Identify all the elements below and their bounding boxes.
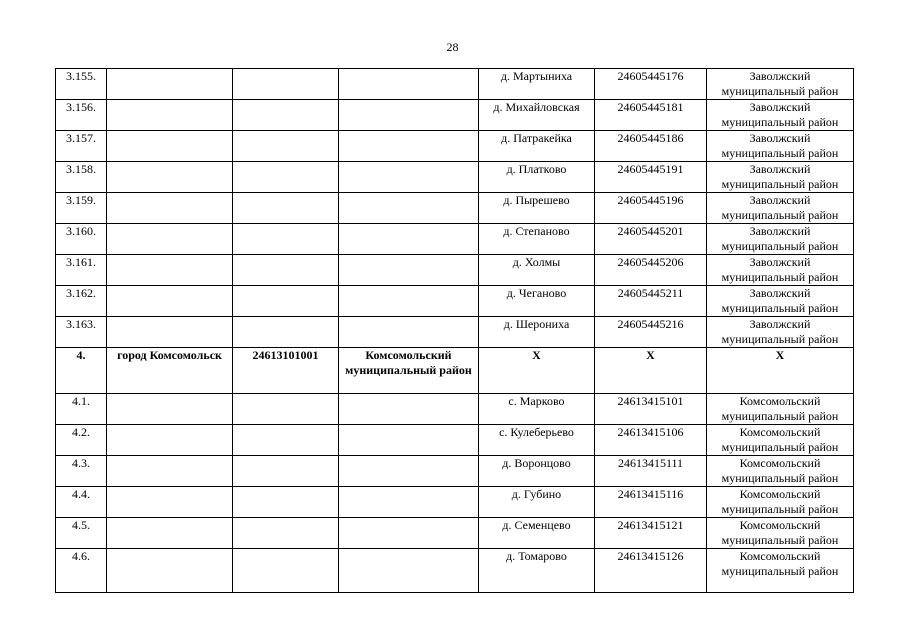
table-row (56, 348, 854, 394)
city-name-cell (107, 162, 233, 193)
settlement-code-cell: 24605445196 (595, 193, 707, 224)
city-code-cell (233, 487, 339, 518)
city-name-cell (107, 286, 233, 317)
city-code-cell (233, 286, 339, 317)
city-code-cell (233, 394, 339, 425)
city-name-cell (107, 487, 233, 518)
settlement-code-cell: 24605445216 (595, 317, 707, 348)
district-name-cell: Комсомольский муниципальный район (707, 425, 854, 456)
row-number-cell: 4. (56, 348, 107, 394)
settlement-code-cell: 24613415106 (595, 425, 707, 456)
table-row (56, 131, 854, 162)
city-name-cell: город Комсомольск (107, 348, 233, 394)
settlement-name-cell: д. Патракейка (479, 131, 595, 162)
row-number-cell: 4.4. (56, 487, 107, 518)
city-name-cell (107, 69, 233, 100)
city-name-cell (107, 193, 233, 224)
settlement-name-cell: с. Марково (479, 394, 595, 425)
city-name-cell (107, 549, 233, 593)
district-name-cell: Заволжский муниципальный район (707, 286, 854, 317)
table-row (56, 255, 854, 286)
table-row (56, 425, 854, 456)
city-code-cell (233, 69, 339, 100)
row-number-cell: 3.157. (56, 131, 107, 162)
city-district-cell (339, 255, 479, 286)
city-name-cell (107, 394, 233, 425)
settlement-code-cell: 24605445176 (595, 69, 707, 100)
settlement-name-cell: д. Губино (479, 487, 595, 518)
city-district-cell (339, 549, 479, 593)
district-name-cell: Заволжский муниципальный район (707, 255, 854, 286)
city-district-cell (339, 162, 479, 193)
table-row (56, 162, 854, 193)
table-row (56, 69, 854, 100)
table-row (56, 193, 854, 224)
settlements-table (55, 68, 854, 593)
settlement-name-cell: д. Воронцово (479, 456, 595, 487)
city-name-cell (107, 456, 233, 487)
row-number-cell: 3.161. (56, 255, 107, 286)
city-code-cell (233, 549, 339, 593)
settlement-code-cell: 24605445211 (595, 286, 707, 317)
row-number-cell: 4.3. (56, 456, 107, 487)
city-district-cell (339, 100, 479, 131)
district-name-cell: Заволжский муниципальный район (707, 69, 854, 100)
settlement-name-cell: с. Кулеберьево (479, 425, 595, 456)
row-number-cell: 3.163. (56, 317, 107, 348)
page-number: 28 (446, 40, 459, 54)
city-code-cell (233, 518, 339, 549)
settlement-code-cell: 24605445206 (595, 255, 707, 286)
table-row (56, 518, 854, 549)
district-name-cell: Х (707, 348, 854, 394)
city-code-cell (233, 255, 339, 286)
table-row (56, 549, 854, 593)
city-district-cell (339, 456, 479, 487)
table-row (56, 394, 854, 425)
city-name-cell (107, 100, 233, 131)
settlement-name-cell: д. Холмы (479, 255, 595, 286)
district-name-cell: Комсомольский муниципальный район (707, 394, 854, 425)
settlement-name-cell: Х (479, 348, 595, 394)
city-district-cell (339, 425, 479, 456)
city-name-cell (107, 255, 233, 286)
row-number-cell: 3.156. (56, 100, 107, 131)
settlement-code-cell: 24605445201 (595, 224, 707, 255)
settlement-name-cell: д. Михайловская (479, 100, 595, 131)
city-district-cell (339, 317, 479, 348)
city-district-cell (339, 487, 479, 518)
city-district-cell (339, 394, 479, 425)
district-name-cell: Комсомольский муниципальный район (707, 518, 854, 549)
city-code-cell (233, 131, 339, 162)
settlement-name-cell: д. Семенцево (479, 518, 595, 549)
settlement-code-cell: 24613415126 (595, 549, 707, 593)
table-row (56, 100, 854, 131)
row-number-cell: 3.160. (56, 224, 107, 255)
city-name-cell (107, 131, 233, 162)
settlement-name-cell: д. Платково (479, 162, 595, 193)
city-name-cell (107, 425, 233, 456)
city-name-cell (107, 518, 233, 549)
row-number-cell: 4.1. (56, 394, 107, 425)
row-number-cell: 3.159. (56, 193, 107, 224)
city-code-cell: 24613101001 (233, 348, 339, 394)
city-code-cell (233, 224, 339, 255)
row-number-cell: 3.155. (56, 69, 107, 100)
district-name-cell: Комсомольский муниципальный район (707, 456, 854, 487)
district-name-cell: Комсомольский муниципальный район (707, 549, 854, 593)
table-row (56, 317, 854, 348)
city-code-cell (233, 162, 339, 193)
district-name-cell: Комсомольский муниципальный район (707, 487, 854, 518)
city-name-cell (107, 317, 233, 348)
settlement-code-cell: 24613415116 (595, 487, 707, 518)
district-name-cell: Заволжский муниципальный район (707, 162, 854, 193)
city-code-cell (233, 317, 339, 348)
district-name-cell: Заволжский муниципальный район (707, 193, 854, 224)
settlement-name-cell: д. Мартыниха (479, 69, 595, 100)
district-name-cell: Заволжский муниципальный район (707, 317, 854, 348)
table-row (56, 224, 854, 255)
row-number-cell: 4.5. (56, 518, 107, 549)
settlement-name-cell: д. Шерониха (479, 317, 595, 348)
settlement-name-cell: д. Пырешево (479, 193, 595, 224)
settlement-code-cell: 24613415111 (595, 456, 707, 487)
settlement-code-cell: 24605445186 (595, 131, 707, 162)
settlement-name-cell: д. Чеганово (479, 286, 595, 317)
settlement-name-cell: д. Томарово (479, 549, 595, 593)
table-row (56, 456, 854, 487)
table-row (56, 286, 854, 317)
city-district-cell: Комсомольский муниципальный район (339, 348, 479, 394)
city-district-cell (339, 224, 479, 255)
row-number-cell: 3.162. (56, 286, 107, 317)
settlement-code-cell: 24605445181 (595, 100, 707, 131)
city-district-cell (339, 286, 479, 317)
settlement-code-cell: 24613415101 (595, 394, 707, 425)
district-name-cell: Заволжский муниципальный район (707, 100, 854, 131)
district-name-cell: Заволжский муниципальный район (707, 131, 854, 162)
table-body (56, 69, 854, 593)
settlement-code-cell: Х (595, 348, 707, 394)
city-code-cell (233, 193, 339, 224)
table-row (56, 487, 854, 518)
row-number-cell: 3.158. (56, 162, 107, 193)
city-district-cell (339, 131, 479, 162)
city-district-cell (339, 518, 479, 549)
city-district-cell (339, 193, 479, 224)
city-code-cell (233, 456, 339, 487)
row-number-cell: 4.6. (56, 549, 107, 593)
city-name-cell (107, 224, 233, 255)
district-name-cell: Заволжский муниципальный район (707, 224, 854, 255)
city-code-cell (233, 100, 339, 131)
settlement-name-cell: д. Степаново (479, 224, 595, 255)
city-district-cell (339, 69, 479, 100)
city-code-cell (233, 425, 339, 456)
settlement-code-cell: 24605445191 (595, 162, 707, 193)
settlement-code-cell: 24613415121 (595, 518, 707, 549)
row-number-cell: 4.2. (56, 425, 107, 456)
